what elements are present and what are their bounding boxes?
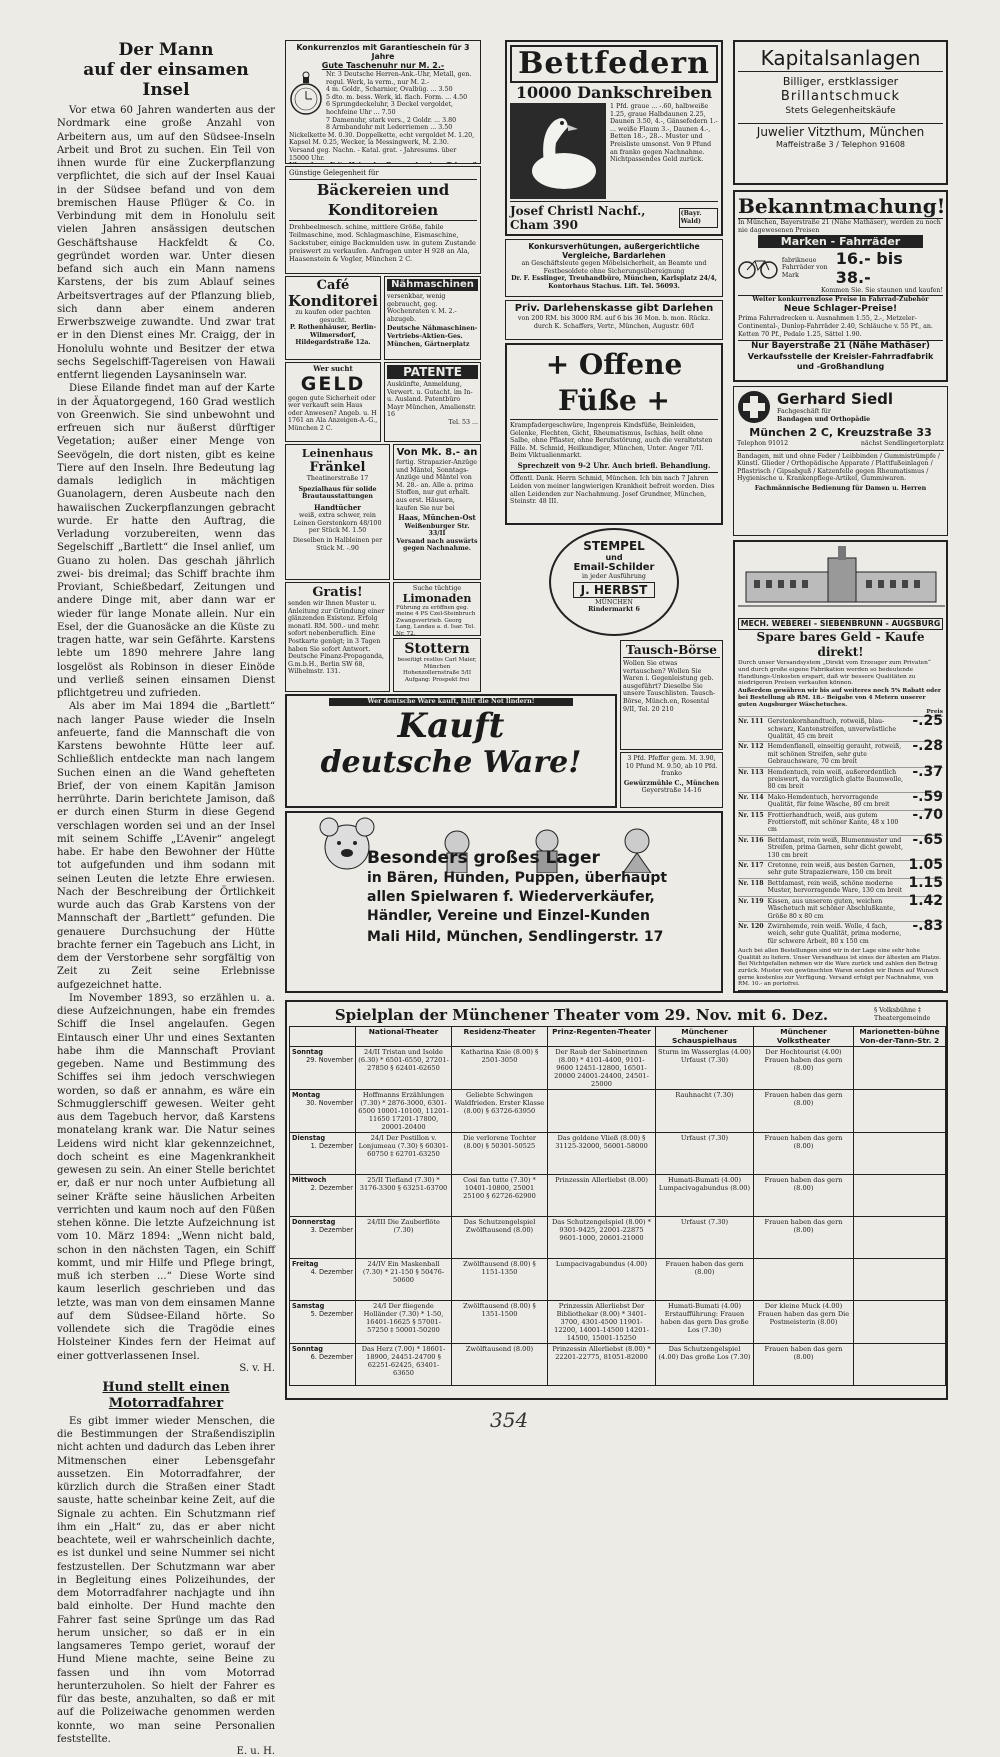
price-list-item-text: Bettdamast, rein weiß, schöne moderne Muster, hervorragende Ware, 130 cm breit	[767, 879, 903, 895]
ad-exchange-title: Tausch-Börse	[623, 643, 720, 658]
ad-featherbeds-firm: Josef Christl Nachf., Cham 390	[510, 204, 646, 232]
ad-weaving-body: Auch bei allen Bestellungen sind wir in der Lage eine sehr hohe Qualität zu liefern. Unser Versandhaus ist eines der ältesten am Platze. Bei Nichtgefallen nehmen wir die Ware zurück und zahlen den Betrag zurück. Muster von gewünschten Waren senden wir Ihnen auf Wunsch gerne kostenlos zur Verfügung. Versand erfolgt per Nachnahme, von RM. 10.- an portofrei.	[738, 948, 941, 988]
ad-suits-firm: Haas, München-Ost	[398, 513, 476, 523]
price-list-item-price: -.37	[912, 763, 943, 780]
ad-jeweller-l2: Brillantschmuck	[780, 89, 901, 104]
ad-bicycles-l5: Weiter konkurrenzlose Preise in Fahrrad-Zubehör	[738, 295, 943, 304]
ad-stamps-text: in jeder Ausführung	[582, 573, 646, 580]
schedule-cell: Das Schutzengelspiel (4.00) Das große Los (7.30)	[656, 1344, 754, 1386]
bicycle-icon	[738, 257, 778, 279]
schedule-day-date: 5. Dezember	[310, 1310, 353, 1319]
ad-feet	[505, 343, 723, 525]
schedule-row	[290, 1133, 946, 1175]
schedule-day-name: Samstag	[292, 1302, 325, 1311]
ad-jeweller-firm: Juwelier Vitzthum, München	[738, 123, 943, 140]
schedule-cell	[754, 1259, 854, 1301]
schedule-day-name: Sonntag	[292, 1345, 323, 1354]
schedule-cell: 24/III Die Zauberflöte (7.30)	[356, 1217, 452, 1259]
ad-stutter	[393, 638, 481, 692]
schedule-cell: Das Herz (7.00) * 18601-18900, 24451-24700 § 62251-62425, 63401-63650	[356, 1344, 452, 1386]
ad-stutter-tail: Aufgang: Prospekt frei	[404, 676, 470, 683]
ad-lemonade	[393, 582, 481, 636]
ad-cafe-title1: Café	[316, 278, 350, 293]
ad-linen-title2: Fränkel	[309, 460, 366, 475]
article-paragraph: Im November 1893, so erzählen u. a. diese Aufzeichnungen, habe ein fremdes Schiff die Insel angelaufen. Gegen Eintausch einer Uhr und eines Sextanten habe ihm die Mannschaft Proviant gegeben. Name und Bestimmung des Schiffes sei ihm jedoch verschwiegen worden, so daß er annahm, es wäre ein Schmugglerschiff gewesen. Weiter geht aus dem Tagebuch hervor, daß Karstens monatelang krank war. Die Natur seines Leidens wird nicht klar gekennzeichnet, doch scheint es eine Magenkrankheit gewesen zu sein. An einer Stelle berichtet er, daß er nur noch unter Aufbietung all seiner Kräfte seine häuslichen Arbeiten verrichten und kaum noch auf den Füßen stehen könne. Die letzte Aufzeichnung ist vom 10. März 1894: „Wenn nicht bald, schon in den nächsten Tagen, ein Schiff kommt, und mir Hilfe und Pflege bringt, muß ich sterben ...“ Diese Worte sind kaum leserlich geschrieben und das letzte, was man von dem einsamen Manne auf dem Südsee-Eiland hörte. So vollendete sich die Tragödie eines Holsteiner Kindes fern der Heimat auf einer gottverlassenen Insel.	[57, 992, 275, 1362]
price-list-item-number: Nr. 113	[738, 768, 764, 776]
schedule-cell	[854, 1344, 946, 1386]
price-list-item-price: -.83	[912, 917, 943, 934]
price-list-item	[738, 738, 943, 766]
red-cross-icon	[737, 390, 771, 424]
ad-orthopedics-addr: München 2 C, Kreuzstraße 33	[749, 426, 932, 439]
ad-exchange-text: Wollen Sie etwas vertauschen? Wollen Sie Waren i. Gegenleistung geb. ausgeführt? Dieselbe Sie unsere Tauschlisten. Tausch-Börse, Münch.en, Rosental 9/II, Tel. 20 210	[623, 660, 716, 713]
schedule-cell: Zwölftausend (8.00)	[452, 1344, 548, 1386]
ad-feet-text: Krampfadergeschwüre, Ingenpreis Kindsfüße, Beinleiden, Gelenke, Flechten, Gicht, Rheumatismus, Ischias, heilt ohne Salbe, ohne Pflaster, ohne Berufsstörung, auch die veraltetsten Fälle. M. Schmid, Heilkundiger, München, Unter. Anger 7/II. Beim Viktualienmarkt.	[510, 419, 718, 460]
schedule-header: National-Theater	[356, 1027, 452, 1047]
ad-toys-l1: in Bären, Hunden, Puppen, überhaupt	[367, 870, 668, 886]
ad-featherbeds-sub: 10000 Dankschreiben	[515, 83, 713, 102]
schedule-cell: Zwölftausend (8.00) § 1151-1350	[452, 1259, 548, 1301]
price-list-item-price: -.70	[912, 806, 943, 823]
ad-line	[447, 162, 477, 164]
price-list-item-price: -.59	[912, 788, 943, 805]
schedule-cell: Prinzessin Allerliebst (8.00) * 22201-22775, 81051-82000	[548, 1344, 656, 1386]
price-list-item	[738, 917, 943, 946]
schedule-cell: 25/II Tiefland (7.30) * 3176-3300 § 63251-63700	[356, 1175, 452, 1217]
ad-patents-title: PATENTE	[387, 365, 478, 379]
price-list-item-number: Nr. 111	[738, 718, 764, 726]
price-list-item-number: Nr. 115	[738, 811, 764, 819]
price-list-item-number: Nr. 116	[738, 836, 764, 844]
schedule-day-name: Dienstag	[292, 1134, 326, 1143]
ad-toys-l2: allen Spielwaren f. Wiederverkäufer,	[367, 889, 655, 905]
ad-bankruptcy-addr: Dr. F. Esslinger, Treuhandbüro, München, Karlsplatz 24/4, Kontorhaus Stachus. Lift. Tel. 56093.	[511, 275, 717, 290]
ad-bicycles-l2: Marken - Fahrräder	[758, 235, 923, 248]
ad-lemonade-top: Suche tüchtige	[412, 585, 462, 592]
ad-weaving-firm	[738, 990, 943, 993]
price-list-item-number: Nr. 120	[738, 922, 764, 930]
price-list-item-text: Mako-Hemdentuch, hervorragende Qualität, für feine Wäsche, 80 cm breit	[767, 793, 890, 809]
ad-featherbeds-list: 1 Pfd. graue ... -.60, halbweiße 1.25, graue Halbdaunen 2.25, Daunen 3.50, 4.-, Gänsefedern 1.- ... weiße Flaum 3.-, Daunen 4.-, Betten 18.-, 28.-. Muster und Preisliste umsonst. Von 9 Pfund an franko gegen Nachnahme. Nichtpassendes Geld zurück.	[610, 103, 718, 164]
ad-stamps-title3: Email-Schilder	[573, 562, 655, 573]
ad-bakery-title: Bäckereien und Konditoreien	[289, 179, 477, 221]
article-paragraph: Es gibt immer wieder Menschen, die die Bestimmungen der Straßendisziplin nicht achten und dadurch das Leben ihrer Mitmenschen einer Lebensgefahr aussetzen. Ein Motorradfahrer, der kürzlich durch die Straßen einer Stadt sauste, hatte scheinbar keine Zeit, auf die Signale zu achten. Ein Schutzmann rief ihm ein „Halt“ zu, das er aber nicht beachtete, weil er wahrscheinlich dachte, es ist dunkel und seine Nummer sei nicht festzustellen. Der Schutzmann war aber in Begleitung eines Polizeihundes, der dem Motorradfahrer nachjagte und ihn bald einholte. Der Hund machte den Fahrer fast seine Sprünge um das Rad herum unsicher, so daß er in ein langsameres Tempo geriet, worauf der Hund Miene machte, seine Beine zu fassen und ihn vom Motorrad herunterzuholen. So hielt der Fahrer es für das beste, anzuhalten, so daß er mit auf die Polizeiwache genommen werden konnte, wo man seine Personalien feststellte.	[57, 1415, 275, 1745]
ad-loans-title: Priv. Darlehenskasse gibt Darlehen	[514, 303, 714, 314]
ad-bankruptcy	[505, 239, 723, 297]
ad-pepper	[620, 752, 723, 808]
ad-stamps-badge	[549, 528, 679, 636]
article2-body	[57, 1415, 275, 1746]
ad-bakery-top: Günstige Gelegenheit für	[289, 169, 379, 177]
schedule-cell: Das Schutzengelspiel Zwölftausend (8.00)	[452, 1217, 548, 1259]
price-list-item-price: -.25	[912, 713, 943, 730]
schedule-day-date: 1. Dezember	[310, 1142, 353, 1151]
theater-schedule	[285, 1000, 948, 1400]
ad-gratis-title: Gratis!	[312, 585, 363, 600]
ad-featherbeds-title: Bettfedern	[510, 45, 718, 83]
ad-stamps-title1: STEMPEL	[583, 539, 645, 553]
schedule-cell	[854, 1047, 946, 1090]
ad-orthopedics-l2: Bandagen und Orthopädie	[777, 416, 871, 423]
ad-patents-tel: Tel. 53 ...	[448, 418, 478, 426]
ad-bicycles-l1: In München, Bayerstraße 21 (Nähe Mathäser), werden zu noch nie dagewesenen Preisen	[738, 218, 943, 234]
ad-suits-title: Von Mk. 8.- an	[396, 447, 478, 458]
ad-weaving-title: Spare bares Geld - Kaufe direkt!	[756, 630, 925, 659]
ad-linen-t1: Spezialhaus für solide Brautausstattungen	[298, 485, 377, 501]
ad-bicycles-l4: Kommen Sie. Sie staunen und kaufen!	[821, 287, 943, 295]
schedule-header: Münchener Schauspielhaus	[656, 1027, 754, 1047]
price-list-item-text: Hemdenflanell, einseitig gerauht, rotweiß, mit schönen Streifen, sehr gute Gebrauchsware, 70 cm breit	[767, 743, 902, 766]
schedule-day-name: Donnerstag	[292, 1218, 336, 1227]
ad-patents-text: Auskünfte, Anmeldung, Verwert. u. Gutacht. im In- u. Ausland. Patentbüro Mayr München, Amalienstr. 16	[387, 381, 476, 419]
ad-weaving-intro: Durch unser Versandsystem „Direkt vom Erzeuger zum Privaten“ und durch große eigene Fabrikation werden so bedeutende Handlungs-Unkosten erspart, daß wir bessere Qualitäten zu niedrigeren Preisen verkaufen können.	[738, 660, 931, 687]
ad-line: 8 Armbanduhr mit Lederriemen ... 3.50	[326, 124, 453, 132]
ad-feet-thanks: Öffentl. Dank. Herrn Schmid, München. Ich bin nach 7 Jahren Leiden von meiner langwierigen Krankheit befreit worden. Dies allen Leidenden zur Nachahmung. Josef Grundner, München, Steinstr. 48 III.	[510, 472, 718, 505]
article-paragraph: Als aber im Mai 1894 die „Bartlett“ nach langer Pause wieder die Inseln anfeuerte, fand die Mannschaft die von Karstens bewohnte Hütte leer auf. Schließlich entdeckte man nach langem Suchen einen an die Wand gehefteten Brief, der von einem Kapitän Jamison herrührte. Darin berichtete Jamison, daß er durch einen Sturm in diese Gegend verschlagen worden sei und an der Insel mit seinem Schiffe „L’Avenir“ angelegt habe. Er habe den Bewohner der Hütte tot aufgefunden und ihm sodann mit seinen Leuten die letzte Ehre erwiesen. Nach der Beschreibung der Örtlichkeit wurde auch das Grab Karstens von der Mannschaft der „Bartlett“ gefunden. Die genauere Durchsuchung der Hütte brachte ferner ein Tagebuch ans Licht, in dem der Verstorbene sehr sorgfältig von Zeit zu Zeit seine Erlebnisse aufgezeichnet hatte.	[57, 701, 275, 991]
schedule-day-date: 4. Dezember	[310, 1268, 353, 1277]
schedule-day-name: Mittwoch	[292, 1176, 327, 1185]
schedule-day-name: Montag	[292, 1091, 321, 1100]
schedule-cell: Lumpacivagabundus (4.00)	[548, 1259, 656, 1301]
price-list-item-text: Kissen, aus unserem guten, weichen Wäschetuch mit schöner Abschlußkante, Größe 80 x 80 cm	[767, 897, 896, 920]
schedule-day-name: Freitag	[292, 1260, 319, 1269]
ad-toys-firm: Mali Hild, München, Sendlingerstr. 17	[367, 929, 664, 945]
ad-weaving-note: Außerdem gewähren wir bis auf weiteres noch 5% Rabatt oder bei Bestellung ab RM. 18.- Beigabe von 4 Metern unserer guten Augsburger Wäschetuches.	[738, 688, 941, 708]
ad-weaving-items	[738, 713, 943, 946]
ad-buy-german-top: Wer deutsche Ware kauft, hilft die Not lindern!	[329, 698, 573, 706]
schedule-day	[290, 1133, 356, 1175]
article2-title: Hund stellt einen Motorradfahrer	[102, 1379, 230, 1411]
schedule-cell: Frauen haben das gern (8.00)	[754, 1175, 854, 1217]
schedule-cell: Urfaust (7.30)	[656, 1133, 754, 1175]
ad-orthopedics	[733, 386, 948, 536]
ad-loans-text: von 200 RM. bis 3000 RM. auf 6 bis 36 Mon. b. mon. Rückz. durch K. Schaffers, Vertr., München, Augustr. 60/I	[517, 315, 711, 330]
price-list-item-price: 1.05	[908, 857, 943, 874]
ad-bakery	[285, 166, 481, 274]
schedule-day-date: 29. November	[306, 1056, 353, 1065]
schedule-day	[290, 1217, 356, 1259]
ad-gratis-text: senden wir Ihnen Muster u. Anleitung zur Gründung einer glänzenden Existenz. Erfolg monatl. RM. 500.- und mehr. sofort nebenberuflich. Eine Postkarte genügt; in 3 Tagen haben Sie sofort Antwort. Deutsche Finanz-Propaganda, G.m.b.H., Berlin SW 68, Wilhelmstr. 131.	[288, 600, 385, 676]
ad-sewing-title: Nähmaschinen	[387, 279, 478, 291]
ad-linen	[285, 444, 390, 580]
schedule-row	[290, 1175, 946, 1217]
ad-suits-text: fertig. Strapazier-Anzüge und Mäntel, Sonntags-Anzüge und Mäntel von M. 28.- an. Alle a. prima Stoffen, nur gut erhalt. aus erst. Häusern, kaufen Sie nur bei	[396, 459, 477, 512]
ad-weaving-banner: MECH. WEBEREI - SIEBENBRUNN - AUGSBURG	[738, 618, 943, 630]
schedule-header: Münchener Volkstheater	[754, 1027, 854, 1047]
ad-feet-hours: Sprechzeit von 9-2 Uhr. Auch briefl. Behandlung.	[517, 460, 711, 470]
ad-orthopedics-text: Bandagen, mit und ohne Feder / Leibbinden / Gummistrümpfe / Künstl. Glieder / Orthopädische Apparate / Plattfußeinlagen / Pflastrisch / Gipsabguß / Katzenfelle gegen Rheumatismus / Hygienische u. Krankenpflege-Artikel, Gummiwaren.	[737, 450, 944, 483]
schedule-cell: 24/I Der Postillon v. Lonjumeau (7.30) § 60301-60750 ‡ 62701-63250	[356, 1133, 452, 1175]
schedule-cell: Der kleine Muck (4.00) Frauen haben das gern Die Postmeisterin (8.00)	[754, 1301, 854, 1344]
schedule-cell: 24/II Tristan und Isolde (6.30) * 6501-6550, 27201-27850 § 62401-62650	[356, 1047, 452, 1090]
schedule-cell: Das Schutzengelspiel (8.00) * 9301-9425, 22001-22875 9601-1000, 20601-21000	[548, 1217, 656, 1259]
ad-linen-t3: weiß, extra schwer, rein Leinen Gerstenkorn 48/100 per Stück M. 1.50	[293, 512, 382, 535]
schedule-row	[290, 1301, 946, 1344]
ad-bicycles-l8: Nur Bayerstraße 21 (Nähe Mathäser)	[738, 340, 943, 352]
ad-buy-german-title2: deutsche Ware!	[320, 744, 582, 780]
schedule-cell: Rauhnacht (7.30)	[656, 1090, 754, 1133]
schedule-day-name: Sonntag	[292, 1048, 323, 1057]
schedule-cell	[854, 1090, 946, 1133]
schedule-cell: Der Hochtourist (4.00) Frauen haben das gern (8.00)	[754, 1047, 854, 1090]
schedule-cell: Cosi fan tutte (7.30) * 10401-10800, 25001 25100 § 62726-62900	[452, 1175, 548, 1217]
ad-jeweller-l1: Billiger, erstklassiger	[782, 75, 899, 88]
price-list-item-price: 1.42	[908, 892, 943, 909]
schedule-header: Prinz-Regenten-Theater	[548, 1027, 656, 1047]
schedule-title: Spielplan der Münchener Theater vom 29. Nov. mit 6. Dez.	[334, 1006, 829, 1024]
schedule-day	[290, 1175, 356, 1217]
article-paragraph: Vor etwa 60 Jahren wanderten aus der Nordmark eine große Anzahl von Arbeitern aus, um auf den Südsee-Inseln Arbeit und Brot zu suchen. Ein Teil von ihnen wurde für eine Zuckerpflanzung verpflichtet, die sich auf der Insel Kauai in der Südsee befand und von dem bremischen Hause Pflüger & Co. in Verbindung mit dem in Honolulu seit vielen Jahren ansässigen deutschen Geschäftshause Hackfeldt & Co. gegründet worden war. Unter diesen befand sich auch ein Mann namens Karstens, der bis zum Ablauf seines Arbeitsvertrages auf der Pflanzung blieb, sich dann aber einem anderen Erwerbszweige zuwandte. Und zwar trat er in den Dienst eines Mr. Craigg, der in Honolulu wohnte und Besitzer der etwa sechs Segelschiff-Tagereisen von Hawaii entfernt liegenden Laysaninseln war.	[57, 105, 275, 381]
ad-cafe-text: zu kaufen oder pachten gesucht.	[295, 309, 371, 324]
ad-featherbeds	[505, 40, 723, 236]
left-column	[57, 40, 275, 1757]
schedule-cell: Frauen haben das gern (8.00)	[656, 1259, 754, 1301]
price-list-item-text: Frottierhandtuch, weiß, aus gutem Frottierstoff, mit schöner Kante, 48 x 100 cm	[767, 811, 899, 834]
ad-buy-german	[285, 694, 617, 808]
schedule-row	[290, 1047, 946, 1090]
schedule-cell: Frauen haben das gern (8.00)	[754, 1217, 854, 1259]
schedule-cell: 24/IV Ein Maskenball (7.30) * 21-150 § 50476-50600	[356, 1259, 452, 1301]
ad-line: 7 Damenuhr, stark vers., 2 Goldr. ... 3.80	[326, 116, 457, 124]
ad-bicycles-price: 16.- bis 38.-	[835, 249, 903, 288]
schedule-cell: Frauen haben das gern (8.00)	[754, 1133, 854, 1175]
schedule-table	[289, 1026, 946, 1386]
ad-money-title: GELD	[300, 372, 366, 395]
ad-watches	[285, 40, 481, 164]
ad-bicycles-l9: Verkaufsstelle der Kreisler-Fahrradfabrik und -Großhandlung	[747, 352, 934, 372]
schedule-day	[290, 1090, 356, 1133]
schedule-cell: Katharina Knie (8.00) § 2501-3050	[452, 1047, 548, 1090]
ad-jeweller-l3: Stets Gelegenheitskäufe	[785, 106, 896, 116]
ad-lemonade-text: Führung zu eröffnen geg. meine 4 PS Czel-Steinbruch Zwangsvertrieb. Georg Lang, Landau a. d. Isar. Tel. Nr. 72.	[396, 604, 476, 636]
ad-jeweller-addr: Maffeistraße 3 / Telephon 91608	[775, 140, 906, 149]
schedule-header	[290, 1027, 356, 1047]
schedule-cell: Prinzessin Allerliebst (8.00)	[548, 1175, 656, 1217]
schedule-cell: Urfaust (7.30)	[656, 1217, 754, 1259]
article-paragraph: Diese Eilande findet man auf der Karte in der Äquatorgegend, 160 Grad westlich von Greenwich. Sie sind unbewohnt und erfreuen sich nur äußerst dürftiger Vegetation; außer einer Menge von Seevögeln, die dort nisten, gibt es keine Tiere auf den Inseln. Ihre Bedeutung lag damals lediglich in mächtigen Guanolagern, deren Ausbeute nach den hawaiischen Zuckerpflanzungen gebracht wurde. Er hatte den Auftrag, die Verladung vorzubereiten, wenn das Segelschiff „Bartlett“ die Insel anlief, um Guano zu holen. Das geschah jährlich zwei- bis dreimal; das Schiff brachte ihm Proviant, Schießbedarf, Zeitungen und andere Dinge mit, aber dann war er wieder für lange Monate allein. Nur ein Esel, der die Guanosäcke an die Küste zu tragen hatte, war sein Gefährte. Karstens lebte um 1890 mehrere Jahre lang losgelöst als Robinson in dieser Einöde und verließ seinen einsamen Dienst pflichtgetreu und zufrieden.	[57, 383, 275, 699]
schedule-cell	[854, 1175, 946, 1217]
ad-stamps-city: MÜNCHEN	[595, 598, 633, 606]
ad-suits-addr: Weißenburger Str. 33/II	[404, 522, 470, 538]
goose-icon	[510, 103, 606, 199]
schedule-row	[290, 1090, 946, 1133]
ad-line: 5 dto. m. bess. Werk, kl. flach. Form. ... 4.50	[326, 93, 468, 101]
page-number: 354	[490, 1408, 529, 1432]
price-list-item-number: Nr. 119	[738, 897, 764, 905]
price-list-item-text: Cretonne, rein weiß, aus besten Garnen, sehr gute Strapazierware, 150 cm breit	[767, 862, 896, 877]
ad-bicycles-title: Bekanntmachung!	[738, 194, 946, 218]
schedule-cell: Zwölftausend (8.00) § 1351-1500	[452, 1301, 548, 1344]
ad-line: 4 m. Goldr., Scharnier, Ovalbüg. ... 3.50	[326, 86, 453, 94]
ad-linen-t2: Handtücher	[314, 502, 361, 512]
schedule-day-date: 30. November	[306, 1099, 353, 1108]
price-list-item-text: Zwirnhemde, rein weiß. Wolle, 4 fach, weich, sehr gute Qualität, prima moderne, für schwere Arbeit, 80 x 150 cm	[767, 922, 902, 945]
ad-orthopedics-tel: Telephon 91012	[737, 440, 789, 447]
ad-toys-title: Besonders großes Lager	[367, 848, 600, 868]
ad-linen-title1: Leinenhaus	[301, 447, 374, 460]
article-body	[57, 104, 275, 1363]
ad-jeweller-title: Kapitalsanlagen	[738, 45, 943, 72]
ad-orthopedics-tail: Fachmännische Bedienung für Damen u. Herren	[754, 484, 927, 492]
ad-toys	[285, 811, 723, 993]
schedule-cell: Sturm im Wasserglas (4.00) Urfaust (7.30)	[656, 1047, 754, 1090]
schedule-cell: Das goldene Vließ (8.00) § 31125-32000, 56001-58000	[548, 1133, 656, 1175]
ad-watches-sub: Gute Taschenuhr nur M. 2.-	[321, 61, 445, 70]
ad-money-top: Wer sucht	[313, 364, 353, 373]
ad-jeweller	[733, 40, 948, 185]
schedule-cell: Geliebte Schwingen Waldfrieden. Erster Klasse (8.00) § 63726-63950	[452, 1090, 548, 1133]
schedule-cell	[854, 1259, 946, 1301]
article-signature: S. v. H.	[239, 1362, 275, 1374]
schedule-row	[290, 1344, 946, 1386]
price-list-item-number: Nr. 112	[738, 743, 764, 751]
schedule-day	[290, 1047, 356, 1090]
article2-signature: E. u. H.	[236, 1746, 275, 1757]
schedule-day	[290, 1259, 356, 1301]
ad-bankruptcy-text: an Geschäftsleute gegen Möbelsicherheit, an Beamte und Festbesoldete ohne Sicherungsübereignung	[521, 260, 707, 275]
ad-pepper-text: 3 Pfd. Pfeffer gem. M. 3.90, 10 Pfund M. 9.50, ab 10 Pfd. franko	[625, 755, 718, 778]
ad-weaving-col: Preis	[926, 708, 943, 715]
price-list-item-price: 1.15	[908, 874, 943, 891]
article-title-line2: auf der einsamen Insel	[83, 60, 249, 100]
schedule-cell	[854, 1217, 946, 1259]
ad-sewing-firm: Deutsche Nähmaschinen-Vertriebs-Aktien-Ges. München, Gärtnerplatz	[387, 325, 478, 348]
ad-buy-german-title1: Kauft	[397, 705, 505, 746]
ad-line: Nickelkette M. 0.30. Doppelkette, echt vergoldet M. 1.20, Kapsel M. 0.25, Wecker, la Messingwerk, M. 2.30.	[289, 131, 475, 147]
schedule-cell: Der Raub der Sabinerinnen (8.00) * 4101-4400, 9101-9600 12451-12800, 16501-20000 24001-24400, 24501-25000	[548, 1047, 656, 1090]
schedule-cell: Hoffmanns Erzählungen (7.30) * 2876-3000, 6301-6500 10001-10100, 11201-11650 17201-17800, 20001-20400	[356, 1090, 452, 1133]
schedule-cell: Humati-Bumati (4.00) Erstaufführung: Frauen haben das gern Das große Los (7.30)	[656, 1301, 754, 1344]
ad-toys-l3: Händler, Vereine und Einzel-Kunden	[367, 908, 651, 924]
ad-cafe	[285, 276, 381, 360]
ad-bicycles-l7: Prima Fahrradrecken u. Ausnahmen 1.55, 2.-, Metzeler-Continental-, Dunlop-Fahrräder 2.40, Schläuche v. 55 Pf., an. Ketten 70 Pf., Pedale 1.25, Sättel 1.90.	[738, 315, 933, 338]
ad-cafe-addr: P. Rothenhäuser, Berlin-Wilmersdorf, Hildegardstraße 12a.	[289, 324, 377, 347]
price-list-item-text: Hemdentuch, rein weiß, außerordentlich preiswert, da vorzüglich glatte Baumwolle, 80 cm breit	[767, 768, 903, 791]
schedule-legend: § Volksbühne ‡ Theatergemeinde	[874, 1007, 931, 1022]
ad-loans	[505, 300, 723, 340]
ad-cafe-title2: Konditorei	[288, 292, 378, 310]
ad-stamps-title2: und	[605, 553, 623, 562]
price-list-item-text: Bettdamast, rein weiß, Blumenmuster und Streifen, prima Garnen, sehr dicht gewebt, 130 cm breit	[767, 836, 903, 859]
schedule-cell: Prinzessin Allerliebst Der Bibliothekar (8.00) * 3401-3700, 4301-4500 11901-12200, 14001-14500 14201-14500, 15001-15250	[548, 1301, 656, 1344]
ad-lemonade-title: Limonaden	[402, 591, 472, 605]
schedule-cell: Humati-Bumati (4.00) Lumpacivagabundus (8.00)	[656, 1175, 754, 1217]
ad-line: Nr. 3 Deutsche Herren-Ank.-Uhr, Metall, gen. regul. Werk, la verm., nur M. 2.-	[326, 71, 472, 86]
article-title-line1: Der Mann	[118, 40, 214, 60]
schedule-row	[290, 1217, 946, 1259]
schedule-cell: Frauen haben das gern (8.00)	[754, 1090, 854, 1133]
factory-illustration	[738, 544, 945, 614]
schedule-header: Residenz-Theater	[452, 1027, 548, 1047]
schedule-cell: Die verlorene Tochter (8.00) § 50301-50525	[452, 1133, 548, 1175]
ad-sewing-text: versenkbar, wenig gebraucht, geg. Wochenraten v. M. 2.- abzugeb.	[387, 293, 457, 323]
ad-line: 6 Sprungdeckeluhr, 3 Deckel vergoldet, hochfeine Uhr ... 7.50	[326, 101, 454, 116]
schedule-cell	[548, 1090, 656, 1133]
ad-suits	[393, 444, 481, 580]
ad-line: Versand geg. Nachn. - Katal. grat. - Jahresums. über 15000 Uhr.	[289, 146, 457, 162]
ad-patents	[384, 362, 481, 442]
ad-suits-tail: Versand nach auswärts gegen Nachnahme.	[396, 537, 478, 553]
price-list-item-price: -.28	[912, 738, 943, 755]
schedule-cell	[854, 1133, 946, 1175]
ad-orthopedics-tel2: nächst Sendlingertorplatz	[860, 440, 944, 447]
ad-pepper-addr: Geyerstraße 14-16	[641, 787, 702, 795]
schedule-cell: Frauen haben das gern (8.00)	[754, 1344, 854, 1386]
ad-money-text: gegen gute Sicherheit oder wer verkauft sein Haus oder Anwesen? Angeb. u. H 1761 an Ala Anzeigen-A.-G., München 2 C.	[288, 394, 378, 432]
schedule-day-date: 6. Dezember	[310, 1353, 353, 1362]
ad-exchange	[620, 640, 723, 750]
price-list-item-price: -.65	[912, 831, 943, 848]
ad-bakery-body: Drehbeelmesch. schine, mittlere Größe, fabile Teilmaschine, mod. Schlagmaschine, Eismaschine, Sackstuber, einige Backmulden usw. in gutem Zustande preiswert zu verkaufen. Anfragen unter H 928 an Ala, Haasenstein & Vogler, München 2 C.	[289, 222, 476, 263]
ad-weaving	[733, 540, 948, 993]
price-list-item-text: Gerstenkornhandtuch, rotweiß, blau- schwarz, Kantenstreifen, unverwüstliche Qualität, 45 cm breit	[767, 718, 896, 740]
ad-pepper-firm: Gewürzmühle C., München	[623, 779, 720, 787]
ad-orthopedics-l1: Fachgeschäft für	[777, 408, 831, 416]
ad-stutter-title: Stottern	[404, 641, 470, 657]
price-list-item-number: Nr. 114	[738, 793, 764, 801]
schedule-day	[290, 1301, 356, 1344]
ad-feet-title: + Offene Füße +	[545, 348, 683, 417]
ad-bankruptcy-title: Konkursverhütungen, außergerichtliche Vergleiche, Bardarlehen	[528, 242, 700, 260]
schedule-day	[290, 1344, 356, 1386]
ad-linen-t4: Dieselben in Halbleinen per Stück M. -.90	[292, 537, 383, 552]
ad-watches-header: Konkurrenzlos mit Garantieschein für 3 Jahre	[296, 43, 470, 61]
ad-line	[289, 162, 436, 164]
ad-stamps	[505, 528, 723, 638]
schedule-day-date: 2. Dezember	[310, 1184, 353, 1193]
ad-gratis	[285, 582, 390, 692]
ad-stamps-ring: Rindermarkt 6	[588, 606, 640, 614]
price-list-item-number: Nr. 117	[738, 862, 764, 870]
schedule-day-date: 3. Dezember	[310, 1226, 353, 1235]
schedule-cell: 24/I Der fliegende Holländer (7.30) * 1-50, 16401-16625 § 57001-57250 ‡ 50001-50200	[356, 1301, 452, 1344]
schedule-header: Marionetten-bühne Von-der-Tann-Str. 2	[854, 1027, 946, 1047]
ad-bicycles	[733, 190, 948, 382]
ad-featherbeds-badge: (Bayr. Wald)	[679, 208, 718, 227]
schedule-row	[290, 1259, 946, 1301]
ad-money	[285, 362, 381, 442]
price-list-item-number: Nr. 118	[738, 879, 764, 887]
ad-bicycles-l3: fabrikneue Fahrräder von Mark	[781, 256, 828, 279]
ad-bicycles-l6: Neue Schlager-Preise!	[783, 304, 898, 315]
ad-linen-addr: Theatinerstraße 17	[306, 475, 369, 482]
schedule-cell	[854, 1301, 946, 1344]
ad-stutter-text: beseitigt restlos Carl Maier, München Hohenzollernstraße 5/II	[397, 657, 477, 677]
pocket-watch-icon	[289, 71, 323, 117]
ad-stamps-firm: J. HERBST	[573, 582, 655, 598]
ad-sewing	[384, 276, 481, 360]
ad-orthopedics-title: Gerhard Siedl	[777, 390, 894, 409]
